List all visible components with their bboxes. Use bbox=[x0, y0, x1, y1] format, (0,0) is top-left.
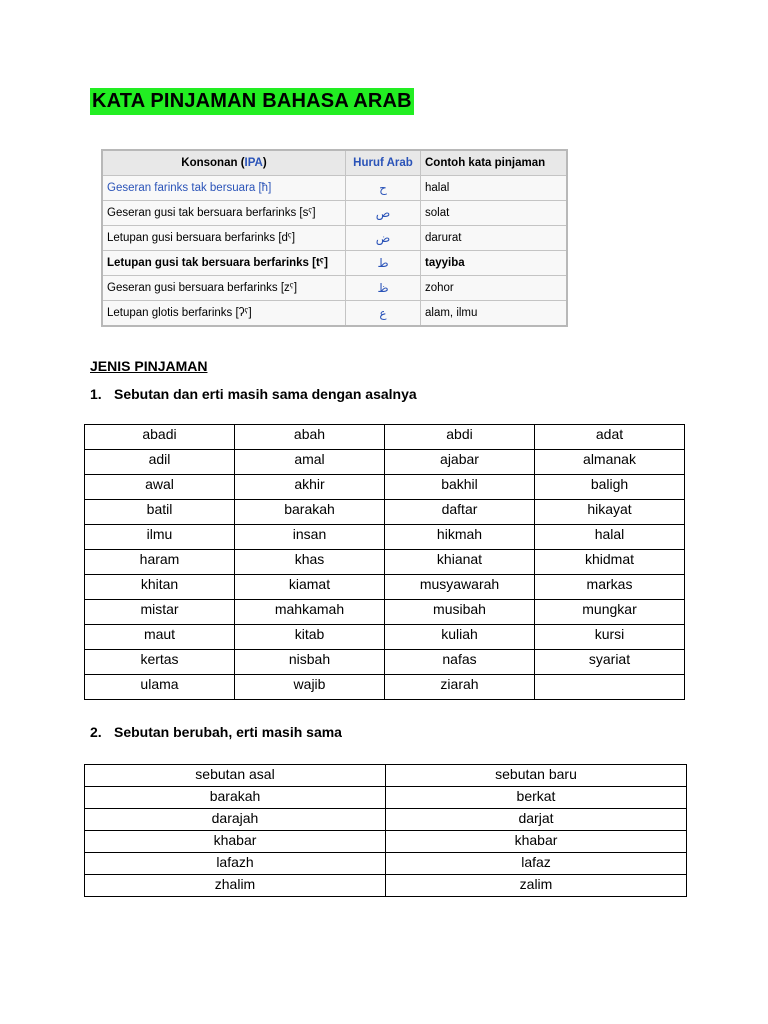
word-cell: ajabar bbox=[385, 450, 535, 475]
sebutan-baru-cell: darjat bbox=[386, 809, 687, 831]
konsonan-cell: Geseran gusi tak bersuara berfarinks [sˤ] bbox=[102, 201, 346, 226]
word-cell: khianat bbox=[385, 550, 535, 575]
word-cell: wajib bbox=[235, 675, 385, 700]
word-cell: kitab bbox=[235, 625, 385, 650]
word-cell: mungkar bbox=[535, 600, 685, 625]
word-cell: abah bbox=[235, 425, 385, 450]
header-konsonan-label: Konsonan ( bbox=[181, 157, 245, 169]
word-cell: kiamat bbox=[235, 575, 385, 600]
konsonan-table bbox=[101, 149, 568, 327]
word-cell: insan bbox=[235, 525, 385, 550]
word-cell: almanak bbox=[535, 450, 685, 475]
sebutan-baru-cell: lafaz bbox=[386, 853, 687, 875]
huruf-arab-cell[interactable]: ظ bbox=[346, 276, 421, 301]
word-cell: haram bbox=[85, 550, 235, 575]
section1-title: Sebutan dan erti masih sama dengan asalnya bbox=[114, 386, 417, 402]
table-row bbox=[85, 575, 685, 600]
page-title: KATA PINJAMAN BAHASA ARAB bbox=[90, 88, 414, 115]
word-cell: mahkamah bbox=[235, 600, 385, 625]
word-cell: kertas bbox=[85, 650, 235, 675]
contoh-cell: solat bbox=[421, 201, 568, 226]
table-row bbox=[85, 450, 685, 475]
sebutan-baru-cell: berkat bbox=[386, 787, 687, 809]
contoh-cell: alam, ilmu bbox=[421, 301, 568, 327]
word-cell: ulama bbox=[85, 675, 235, 700]
table-row bbox=[85, 853, 687, 875]
jenis-pinjaman-heading: JENIS PINJAMAN bbox=[90, 358, 208, 374]
contoh-cell: darurat bbox=[421, 226, 568, 251]
table-row bbox=[85, 525, 685, 550]
sebutan-baru-cell: zalim bbox=[386, 875, 687, 897]
konsonan-link[interactable]: Geseran farinks tak bersuara [ħ] bbox=[102, 176, 346, 201]
word-cell: akhir bbox=[235, 475, 385, 500]
sebutan-asal-cell: khabar bbox=[85, 831, 386, 853]
word-cell: batil bbox=[85, 500, 235, 525]
word-cell: musyawarah bbox=[385, 575, 535, 600]
header-konsonan-suffix: ) bbox=[262, 157, 267, 169]
konsonan-table-header bbox=[102, 150, 567, 176]
header-konsonan bbox=[102, 150, 346, 176]
word-cell: baligh bbox=[535, 475, 685, 500]
table-row bbox=[85, 625, 685, 650]
word-cell: amal bbox=[235, 450, 385, 475]
table-row bbox=[102, 176, 567, 201]
word-cell: barakah bbox=[235, 500, 385, 525]
table-row bbox=[85, 425, 685, 450]
table-row bbox=[85, 831, 687, 853]
table-row bbox=[85, 787, 687, 809]
table-header-row bbox=[85, 765, 687, 787]
word-cell: musibah bbox=[385, 600, 535, 625]
table-row bbox=[85, 500, 685, 525]
table-row bbox=[102, 201, 567, 226]
table-row bbox=[102, 276, 567, 301]
word-cell: syariat bbox=[535, 650, 685, 675]
table-row bbox=[85, 675, 685, 700]
word-cell: daftar bbox=[385, 500, 535, 525]
konsonan-cell: Geseran gusi bersuara berfarinks [zˤ] bbox=[102, 276, 346, 301]
word-cell: ziarah bbox=[385, 675, 535, 700]
column-header-sebutan-asal: sebutan asal bbox=[85, 765, 386, 787]
section1-heading bbox=[90, 386, 417, 402]
word-cell: khas bbox=[235, 550, 385, 575]
table-row bbox=[102, 251, 567, 276]
word-cell: hikmah bbox=[385, 525, 535, 550]
sebutan-asal-cell: lafazh bbox=[85, 853, 386, 875]
table-row bbox=[85, 875, 687, 897]
word-cell: kuliah bbox=[385, 625, 535, 650]
word-cell: khitan bbox=[85, 575, 235, 600]
konsonan-cell: Letupan gusi tak bersuara berfarinks [tˤ] bbox=[102, 251, 346, 276]
word-cell: adat bbox=[535, 425, 685, 450]
word-cell: hikayat bbox=[535, 500, 685, 525]
word-cell: adil bbox=[85, 450, 235, 475]
ipa-link[interactable]: IPA bbox=[244, 157, 263, 169]
word-cell: khidmat bbox=[535, 550, 685, 575]
word-cell: markas bbox=[535, 575, 685, 600]
word-cell: bakhil bbox=[385, 475, 535, 500]
word-cell: abadi bbox=[85, 425, 235, 450]
contoh-cell: tayyiba bbox=[421, 251, 568, 276]
huruf-arab-cell[interactable]: ض bbox=[346, 226, 421, 251]
word-cell: kursi bbox=[535, 625, 685, 650]
word-cell: mistar bbox=[85, 600, 235, 625]
word-cell: ilmu bbox=[85, 525, 235, 550]
word-cell: maut bbox=[85, 625, 235, 650]
table-row bbox=[102, 301, 567, 327]
word-cell: abdi bbox=[385, 425, 535, 450]
contoh-cell: zohor bbox=[421, 276, 568, 301]
konsonan-cell: Letupan glotis berfarinks [ʔˤ] bbox=[102, 301, 346, 327]
section2-heading bbox=[90, 724, 342, 740]
huruf-arab-cell[interactable]: ص bbox=[346, 201, 421, 226]
section2-table bbox=[84, 764, 687, 897]
table-row bbox=[85, 600, 685, 625]
huruf-arab-cell[interactable]: ط bbox=[346, 251, 421, 276]
column-header-sebutan-baru: sebutan baru bbox=[386, 765, 687, 787]
table-row bbox=[102, 226, 567, 251]
word-cell bbox=[535, 675, 685, 700]
section1-number: 1. bbox=[90, 386, 102, 402]
contoh-cell: halal bbox=[421, 176, 568, 201]
word-cell: awal bbox=[85, 475, 235, 500]
section1-table bbox=[84, 424, 685, 700]
table-row bbox=[85, 550, 685, 575]
konsonan-cell: Letupan gusi bersuara berfarinks [dˤ] bbox=[102, 226, 346, 251]
table-row bbox=[85, 809, 687, 831]
word-cell: nafas bbox=[385, 650, 535, 675]
section2-number: 2. bbox=[90, 724, 102, 740]
section2-title: Sebutan berubah, erti masih sama bbox=[114, 724, 342, 740]
table-row bbox=[85, 650, 685, 675]
sebutan-asal-cell: darajah bbox=[85, 809, 386, 831]
huruf-arab-cell[interactable]: ح bbox=[346, 176, 421, 201]
word-cell: halal bbox=[535, 525, 685, 550]
sebutan-asal-cell: barakah bbox=[85, 787, 386, 809]
table-row bbox=[85, 475, 685, 500]
word-cell: nisbah bbox=[235, 650, 385, 675]
sebutan-baru-cell: khabar bbox=[386, 831, 687, 853]
header-contoh: Contoh kata pinjaman bbox=[421, 150, 568, 176]
header-huruf-arab[interactable]: Huruf Arab bbox=[346, 150, 421, 176]
huruf-arab-cell[interactable]: ع bbox=[346, 301, 421, 327]
sebutan-asal-cell: zhalim bbox=[85, 875, 386, 897]
